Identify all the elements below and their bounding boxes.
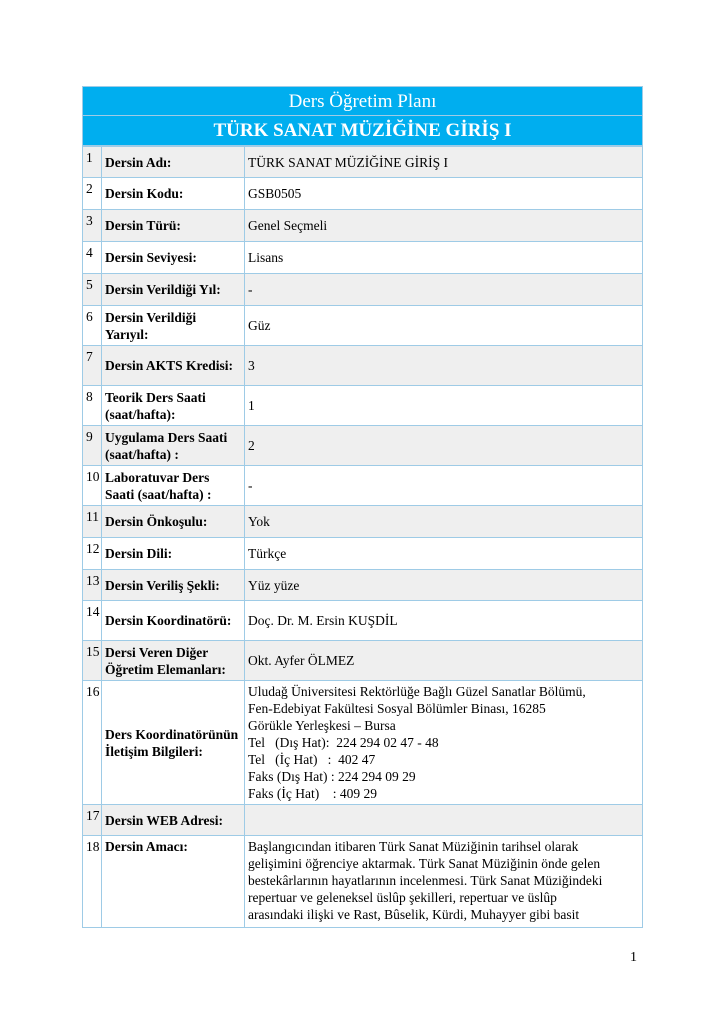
contact-line: Tel (Dış Hat): 224 294 02 47 - 48 (248, 735, 439, 750)
document-title: Ders Öğretim Planı (82, 86, 643, 116)
table-row (83, 346, 643, 386)
row-number: 14 (83, 601, 102, 641)
row-value: Güz (245, 306, 643, 346)
row-number: 18 (83, 836, 102, 928)
table-row (83, 641, 643, 681)
row-number: 17 (83, 805, 102, 836)
row-number: 3 (83, 210, 102, 242)
row-value: 2 (245, 426, 643, 466)
table-row (83, 178, 643, 210)
table-row (83, 538, 643, 570)
table-row (83, 210, 643, 242)
row-label: Dersin Verildiği Yarıyıl: (102, 306, 245, 346)
row-value: 3 (245, 346, 643, 386)
row-number: 11 (83, 506, 102, 538)
row-label: Ders Koordinatörünün İletişim Bilgileri: (102, 681, 245, 805)
aim-line: arasındaki ilişki ve Rast, Bûselik, Kürdi, Muhayyer gibi basit (248, 907, 580, 922)
aim-line: bestekârlarının hayatlarının incelenmesi. Türk Sanat Müziğindeki (248, 873, 603, 888)
course-plan-document (82, 86, 643, 928)
row-label: Dersin WEB Adresi: (102, 805, 245, 836)
table-row (83, 426, 643, 466)
row-number: 13 (83, 570, 102, 601)
row-value: Yok (245, 506, 643, 538)
row-label: Dersin Amacı: (102, 836, 245, 928)
row-label: Dersin Türü: (102, 210, 245, 242)
contact-line: Faks (Dış Hat) : 224 294 09 29 (248, 769, 416, 784)
contact-line: Tel (İç Hat) : 402 47 (248, 752, 376, 767)
row-value: - (245, 466, 643, 506)
row-number: 10 (83, 466, 102, 506)
row-value: TÜRK SANAT MÜZİĞİNE GİRİŞ I (245, 147, 643, 178)
table-row (83, 466, 643, 506)
aim-text (245, 836, 643, 928)
row-number: 7 (83, 346, 102, 386)
row-label: Dersin Dili: (102, 538, 245, 570)
row-value: Lisans (245, 242, 643, 274)
row-value: Doç. Dr. M. Ersin KUŞDİL (245, 601, 643, 641)
table-row (83, 570, 643, 601)
row-number: 16 (83, 681, 102, 805)
contact-line: Uludağ Üniversitesi Rektörlüğe Bağlı Güzel Sanatlar Bölümü, (248, 684, 586, 699)
row-value: Okt. Ayfer ÖLMEZ (245, 641, 643, 681)
contact-row (83, 681, 643, 805)
course-title-banner: TÜRK SANAT MÜZİĞİNE GİRİŞ I (82, 116, 643, 146)
row-number: 12 (83, 538, 102, 570)
row-value: Yüz yüze (245, 570, 643, 601)
row-number: 5 (83, 274, 102, 306)
row-number: 1 (83, 147, 102, 178)
row-number: 6 (83, 306, 102, 346)
row-number: 4 (83, 242, 102, 274)
row-value: 1 (245, 386, 643, 426)
table-row (83, 147, 643, 178)
row-value: - (245, 274, 643, 306)
contact-line: Fen-Edebiyat Fakültesi Sosyal Bölümler Binası, 16285 (248, 701, 546, 716)
row-label: Dersi Veren Diğer Öğretim Elemanları: (102, 641, 245, 681)
table-row (83, 506, 643, 538)
aim-row (83, 836, 643, 928)
contact-line: Faks (İç Hat) : 409 29 (248, 786, 377, 801)
row-value: GSB0505 (245, 178, 643, 210)
row-label: Dersin AKTS Kredisi: (102, 346, 245, 386)
row-label: Dersin Verildiği Yıl: (102, 274, 245, 306)
aim-line: repertuar ve geleneksel üslûp şekilleri, repertuar ve üslûp (248, 890, 557, 905)
row-value: Genel Seçmeli (245, 210, 643, 242)
row-label: Dersin Veriliş Şekli: (102, 570, 245, 601)
table-row (83, 274, 643, 306)
row-label: Dersin Adı: (102, 147, 245, 178)
table-row (83, 306, 643, 346)
row-value (245, 805, 643, 836)
row-number: 9 (83, 426, 102, 466)
row-label: Laboratuvar Ders Saati (saat/hafta) : (102, 466, 245, 506)
contact-line: Görükle Yerleşkesi – Bursa (248, 718, 396, 733)
row-label: Teorik Ders Saati (saat/hafta): (102, 386, 245, 426)
table-row (83, 386, 643, 426)
contact-info (245, 681, 643, 805)
row-number: 2 (83, 178, 102, 210)
web-row (83, 805, 643, 836)
course-info-table (82, 146, 643, 928)
table-row (83, 242, 643, 274)
row-number: 8 (83, 386, 102, 426)
page-number: 1 (630, 950, 637, 965)
row-value: Türkçe (245, 538, 643, 570)
row-label: Dersin Koordinatörü: (102, 601, 245, 641)
aim-line: gelişimini öğrenciye aktarmak. Türk Sanat Müziğinin önde gelen (248, 856, 601, 871)
row-label: Dersin Önkoşulu: (102, 506, 245, 538)
aim-line: Başlangıcından itibaren Türk Sanat Müziğinin tarihsel olarak (248, 839, 579, 854)
table-row (83, 601, 643, 641)
row-label: Dersin Kodu: (102, 178, 245, 210)
row-number: 15 (83, 641, 102, 681)
row-label: Dersin Seviyesi: (102, 242, 245, 274)
row-label: Uygulama Ders Saati (saat/hafta) : (102, 426, 245, 466)
